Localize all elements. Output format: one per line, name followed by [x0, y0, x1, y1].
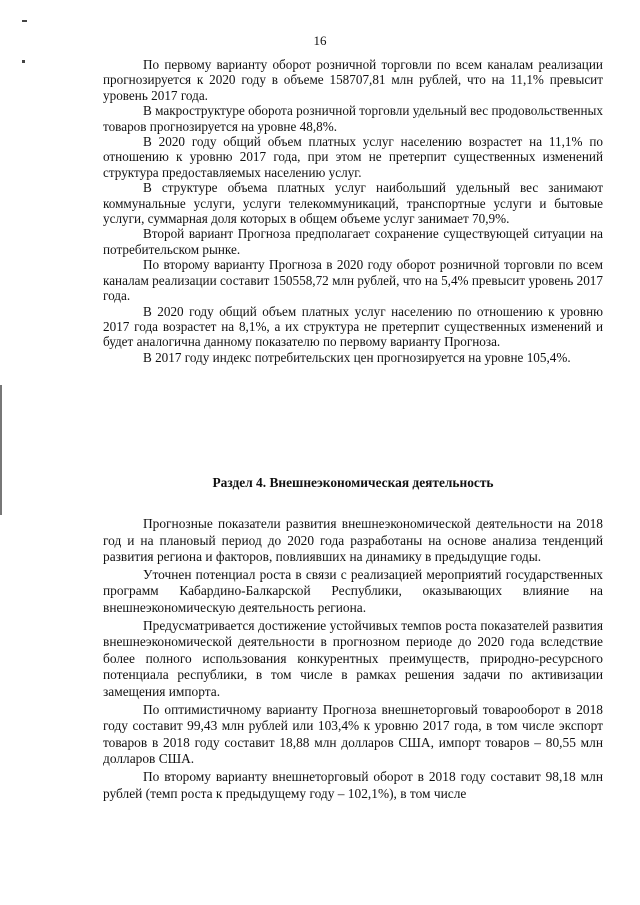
section-retail-text [103, 57, 603, 365]
paragraph: По второму варианту Прогноза в 2020 году оборот розничной торговли по всем каналам реализации составит 150558,72 млн рублей, что на 5,4% превысит уровень 2017 года. [103, 257, 603, 304]
paragraph: Прогнозные показатели развития внешнеэкономической деятельности на 2018 год и на плановый период до 2020 года разработаны на основе анализа тенденций развития региона и факторов, повлиявших на динамику в предыдущие годы. [103, 516, 603, 565]
scan-mark [0, 385, 2, 515]
paragraph: В 2017 году индекс потребительских цен прогнозируется на уровне 105,4%. [143, 349, 571, 365]
paragraph: Предусматривается достижение устойчивых темпов роста показателей развития внешнеэкономической деятельности в прогнозном периоде до 2020 года вследствие более полного использования конкурентных преимуществ, природно-ресурсного потенциала республики, в том числе в рамках решения задачи по активизации замещения импорта. [103, 617, 603, 699]
paragraph: По оптимистичному варианту Прогноза внешнеторговый товарооборот в 2018 году составит 99,43 млн рублей или 103,4% к уровню 2017 года, в том числе экспорт товаров в 2018 году составит 18,88 млн долларов США, импорт товаров – 80,55 млн долларов США. [103, 701, 603, 767]
page-number: 16 [313, 33, 327, 48]
paragraph: По второму варианту внешнеторговый оборот в 2018 году составит 98,18 млн рублей (темп роста к предыдущему году – 102,1%), в том числе [103, 768, 603, 801]
paragraph: В макроструктуре оборота розничной торговли удельный вес продовольственных товаров прогнозируется на уровне 48,8%. [103, 103, 603, 134]
section-heading: Раздел 4. Внешнеэкономическая деятельность [212, 475, 494, 490]
paragraph: Второй вариант Прогноза предполагает сохранение существующей ситуации на потребительском рынке. [103, 226, 603, 257]
paragraph: В структуре объема платных услуг наибольший удельный вес занимают коммунальные услуги, услуги телекоммуникаций, транспортные услуги и бытовые услуги, суммарная доля которых в общем объеме услуг занимает 70,9%. [103, 180, 603, 227]
paragraph: В 2020 году общий объем платных услуг населению по отношению к уровню 2017 года возрастет на 8,1%, а их структура не претерпит существенных изменений и будет аналогична данному показателю по первому варианту Прогноза. [103, 303, 603, 350]
paragraph: По первому варианту оборот розничной торговли по всем каналам реализации прогнозируется к 2020 году в объеме 158707,81 млн рублей, что на 11,1% превысит уровень 2017 года. [103, 57, 603, 103]
scan-mark [22, 20, 27, 22]
section-foreign-trade-text [103, 516, 603, 802]
scan-mark [22, 60, 25, 63]
paragraph: В 2020 году общий объем платных услуг населению возрастет на 11,1% по отношению к уровню 2017 года, при этом не претерпит существенных изменений структура предоставляемых населению услуг. [103, 134, 603, 180]
paragraph: Уточнен потенциал роста в связи с реализацией мероприятий государственных программ Кабардино-Балкарской Республики, оказывающих влияние на внешнеэкономическую деятельность региона. [103, 566, 603, 615]
